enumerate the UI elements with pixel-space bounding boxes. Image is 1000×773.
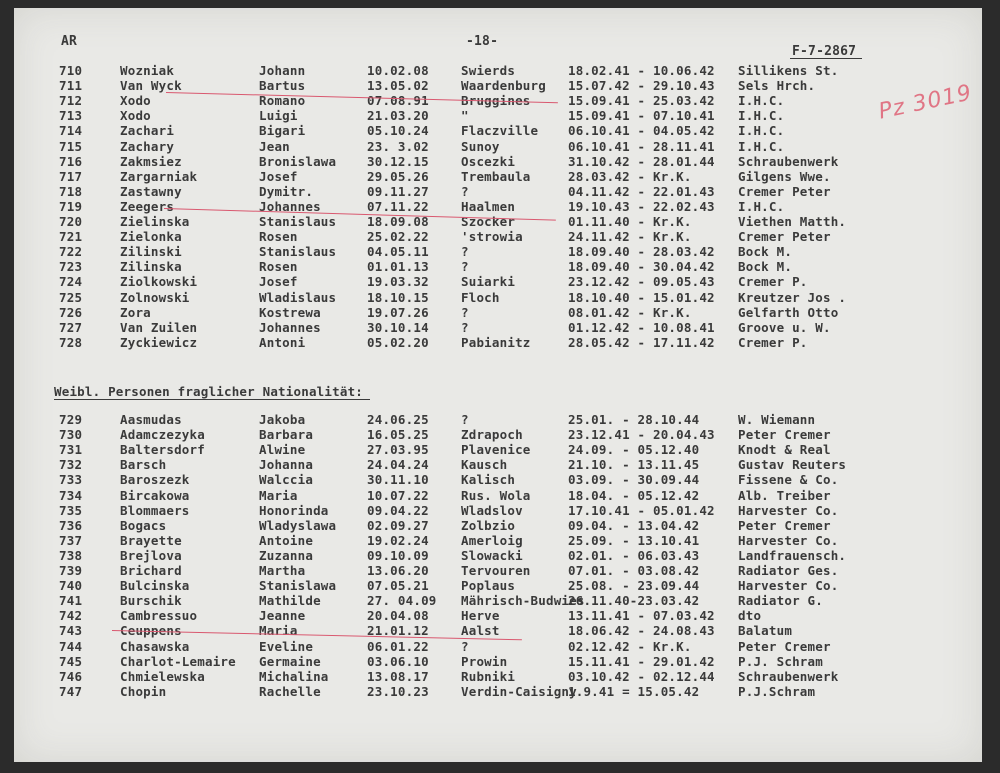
birth-place: ? [461, 259, 469, 275]
first-name: Martha [259, 563, 306, 578]
employment-period: 24.11.42 - Kr.K. [568, 229, 692, 245]
birth-date: 16.05.25 [367, 427, 429, 443]
employer: Knodt & Real [738, 442, 831, 458]
birth-date: 30.12.15 [367, 153, 429, 169]
birth-place: Kausch [461, 457, 508, 473]
employment-period: 03.09. - 30.09.44 [568, 472, 700, 488]
row-number: 741 [59, 593, 83, 609]
row-number: 737 [59, 532, 83, 548]
surname: Ziolkowski [120, 274, 198, 290]
employment-period: 09.04. - 13.04.42 [568, 517, 700, 533]
birth-place: Plavenice [461, 442, 531, 458]
employment-period: 25.01. - 28.10.44 [568, 412, 700, 427]
row-number: 731 [59, 442, 83, 458]
document-page [14, 8, 982, 762]
employer: Harvester Co. [738, 578, 839, 594]
surname: Zeegers [120, 198, 175, 214]
first-name: Zuzanna [259, 547, 314, 563]
surname: Xodo [120, 108, 151, 124]
first-name: Honorinda [259, 502, 329, 518]
header-left: AR [61, 34, 78, 49]
surname: Xodo [120, 93, 151, 109]
birth-date: 05.10.24 [367, 123, 429, 139]
first-name: Rosen [259, 259, 298, 275]
employment-period: 18.04. - 05.12.42 [568, 487, 700, 503]
birth-date: 18.09.08 [367, 214, 429, 229]
row-number: 715 [59, 138, 83, 154]
row-number: 736 [59, 517, 83, 533]
employment-period: 08.01.42 - Kr.K. [568, 304, 692, 320]
employment-period: 28.03.42 - Kr.K. [568, 168, 692, 184]
birth-date: 10.02.08 [367, 63, 429, 78]
surname: Bogacs [120, 517, 167, 533]
birth-place: ? [461, 304, 469, 320]
employment-period: 06.10.41 - 04.05.42 [568, 123, 715, 139]
birth-place: Rubniki [461, 668, 516, 684]
employer: Peter Cremer [738, 427, 831, 443]
birth-place: Floch [461, 289, 500, 305]
employer: Radiator Ges. [738, 563, 839, 578]
first-name: Alwine [259, 442, 306, 458]
section-title: Weibl. Personen fraglicher Nationalität: [54, 384, 364, 399]
employer: Cremer Peter [738, 229, 831, 245]
surname: Zielinska [120, 214, 190, 229]
row-number: 739 [59, 563, 83, 578]
row-number: 747 [59, 683, 83, 699]
surname: Chasawska [120, 638, 190, 654]
row-number: 740 [59, 578, 83, 594]
birth-date: 29.05.26 [367, 168, 429, 184]
surname: Zolnowski [120, 289, 190, 305]
row-number: 744 [59, 638, 83, 654]
employer: Landfrauensch. [738, 547, 847, 563]
first-name: Walccia [259, 472, 314, 488]
birth-date: 07.05.21 [367, 578, 429, 594]
employer: I.H.C. [738, 138, 785, 154]
row-number: 728 [59, 334, 83, 350]
surname: Aasmudas [120, 412, 182, 427]
employer: Viethen Matth. [738, 214, 847, 229]
row-number: 721 [59, 229, 83, 245]
employment-period: 24.09. - 05.12.40 [568, 442, 700, 458]
employer: Balatum [738, 623, 793, 639]
birth-date: 02.09.27 [367, 517, 429, 533]
first-name: Jeanne [259, 608, 306, 624]
first-name: Josef [259, 274, 298, 290]
surname: Adamczezyka [120, 427, 205, 443]
first-name: Johannes [259, 198, 321, 214]
employment-period: 31.10.42 - 28.01.44 [568, 153, 715, 169]
birth-date: 21.01.12 [367, 623, 429, 639]
surname: Chmielewska [120, 668, 205, 684]
birth-date: 30.11.10 [367, 472, 429, 488]
employer: Bock M. [738, 259, 793, 275]
surname: Brichard [120, 563, 182, 578]
first-name: Bigari [259, 123, 306, 139]
row-number: 720 [59, 214, 83, 229]
birth-place: Suiarki [461, 274, 516, 290]
first-name: Michalina [259, 668, 329, 684]
row-number: 713 [59, 108, 83, 124]
employment-period: 15.07.42 - 29.10.43 [568, 78, 715, 94]
birth-date: 04.05.11 [367, 244, 429, 260]
surname: Charlot-Lemaire [120, 653, 236, 669]
row-number: 724 [59, 274, 83, 290]
birth-date: 06.01.22 [367, 638, 429, 654]
surname: Van Zuilen [120, 319, 198, 335]
surname: Zora [120, 304, 151, 320]
birth-date: 19.02.24 [367, 532, 429, 548]
row-number: 718 [59, 183, 83, 199]
employer: Harvester Co. [738, 532, 839, 548]
surname: Zielonka [120, 229, 182, 245]
employment-period: 23.12.41 - 20.04.43 [568, 427, 715, 443]
row-number: 745 [59, 653, 83, 669]
surname: Zargarniak [120, 168, 198, 184]
row-number: 712 [59, 93, 83, 109]
birth-place: Poplaus [461, 578, 516, 594]
employer: Sillikens St. [738, 63, 839, 78]
birth-place: Bruggines [461, 93, 531, 109]
row-number: 743 [59, 623, 83, 639]
header-page-number: -18- [466, 34, 499, 49]
employer: W. Wiemann [738, 412, 816, 427]
first-name: Maria [259, 623, 298, 639]
surname: Brejlova [120, 547, 182, 563]
birth-place: ? [461, 412, 469, 427]
employment-period: 18.02.41 - 10.06.42 [568, 63, 715, 78]
birth-place: Rus. Wola [461, 487, 531, 503]
row-number: 732 [59, 457, 83, 473]
first-name: Kostrewa [259, 304, 321, 320]
first-name: Josef [259, 168, 298, 184]
surname: Wozniak [120, 63, 175, 78]
first-name: Antoine [259, 532, 314, 548]
birth-place: Waardenburg [461, 78, 546, 94]
first-name: Antoni [259, 334, 306, 350]
employer: Alb. Treiber [738, 487, 831, 503]
first-name: Romano [259, 93, 306, 109]
birth-date: 27. 04.09 [367, 593, 437, 609]
first-name: Rachelle [259, 683, 321, 699]
birth-date: 09.10.09 [367, 547, 429, 563]
employment-period: 15.09.41 - 07.10.41 [568, 108, 715, 124]
row-number: 729 [59, 412, 83, 427]
birth-place: Aalst [461, 623, 500, 639]
birth-place: Zdrapoch [461, 427, 523, 443]
first-name: Dymitr. [259, 183, 314, 199]
birth-date: 21.03.20 [367, 108, 429, 124]
employer: Kreutzer Jos . [738, 289, 847, 305]
surname: Barsch [120, 457, 167, 473]
first-name: Wladislaus [259, 289, 337, 305]
first-name: Wladyslawa [259, 517, 337, 533]
employer: Groove u. W. [738, 319, 831, 335]
surname: Zilinski [120, 244, 182, 260]
first-name: Jean [259, 138, 290, 154]
surname: Zachary [120, 138, 175, 154]
birth-place: Swierds [461, 63, 516, 78]
employment-period: 01.11.40 - Kr.K. [568, 214, 692, 229]
employment-period: 06.10.41 - 28.11.41 [568, 138, 715, 154]
employer: I.H.C. [738, 108, 785, 124]
employment-period: 15.09.41 - 25.03.42 [568, 93, 715, 109]
row-number: 719 [59, 198, 83, 214]
birth-place: Szocker [461, 214, 516, 229]
first-name: Johann [259, 63, 306, 78]
employment-period: 1.9.41 = 15.05.42 [568, 683, 700, 699]
employment-period: 25.09. - 13.10.41 [568, 532, 700, 548]
employment-period: 03.10.42 - 02.12.44 [568, 668, 715, 684]
birth-place: Haalmen [461, 198, 516, 214]
employer: dto [738, 608, 762, 624]
birth-date: 19.07.26 [367, 304, 429, 320]
row-number: 723 [59, 259, 83, 275]
birth-place: ? [461, 244, 469, 260]
row-number: 722 [59, 244, 83, 260]
section-title-underline [54, 399, 370, 400]
surname: Zilinska [120, 259, 182, 275]
first-name: Maria [259, 487, 298, 503]
employer: Radiator G. [738, 593, 823, 609]
surname: Bircakowa [120, 487, 190, 503]
birth-place: " [461, 108, 469, 124]
surname: Baltersdorf [120, 442, 205, 458]
employment-period: 18.09.40 - 30.04.42 [568, 259, 715, 275]
birth-date: 13.08.17 [367, 668, 429, 684]
row-number: 738 [59, 547, 83, 563]
birth-place: Tervouren [461, 563, 531, 578]
employment-period: 02.01. - 06.03.43 [568, 547, 700, 563]
employer: I.H.C. [738, 198, 785, 214]
employment-period: 26.11.40-23.03.42 [568, 593, 700, 609]
first-name: Stanislaus [259, 244, 337, 260]
employment-period: 15.11.41 - 29.01.42 [568, 653, 715, 669]
birth-date: 01.01.13 [367, 259, 429, 275]
row-number: 726 [59, 304, 83, 320]
birth-date: 27.03.95 [367, 442, 429, 458]
employment-period: 19.10.43 - 22.02.43 [568, 198, 715, 214]
row-number: 716 [59, 153, 83, 169]
employment-period: 02.12.42 - Kr.K. [568, 638, 692, 654]
surname: Van Wyck [120, 78, 182, 94]
birth-place: Flaczville [461, 123, 539, 139]
birth-date: 20.04.08 [367, 608, 429, 624]
birth-place: Zolbzio [461, 517, 516, 533]
row-number: 734 [59, 487, 83, 503]
employer: Cremer P. [738, 274, 808, 290]
birth-date: 25.02.22 [367, 229, 429, 245]
row-number: 735 [59, 502, 83, 518]
birth-date: 24.04.24 [367, 457, 429, 473]
employer: Sels Hrch. [738, 78, 816, 94]
birth-date: 23.10.23 [367, 683, 429, 699]
birth-date: 07.08.91 [367, 93, 429, 109]
employment-period: 13.11.41 - 07.03.42 [568, 608, 715, 624]
row-number: 711 [59, 78, 83, 94]
birth-place: Verdin-Caisigny [461, 683, 577, 699]
employer: P.J.Schram [738, 683, 816, 699]
birth-place: Wladslov [461, 502, 523, 518]
employer: Schraubenwerk [738, 668, 839, 684]
row-number: 725 [59, 289, 83, 305]
birth-place: Sunoy [461, 138, 500, 154]
employer: I.H.C. [738, 93, 785, 109]
birth-date: 10.07.22 [367, 487, 429, 503]
birth-date: 30.10.14 [367, 319, 429, 335]
birth-date: 09.04.22 [367, 502, 429, 518]
first-name: Johannes [259, 319, 321, 335]
employer: Peter Cremer [738, 638, 831, 654]
first-name: Rosen [259, 229, 298, 245]
birth-date: 05.02.20 [367, 334, 429, 350]
surname: Blommaers [120, 502, 190, 518]
birth-date: 19.03.32 [367, 274, 429, 290]
birth-place: ? [461, 319, 469, 335]
surname: Chopin [120, 683, 167, 699]
row-number: 727 [59, 319, 83, 335]
header-reference-underline [790, 58, 862, 59]
first-name: Bronislawa [259, 153, 337, 169]
birth-date: 09.11.27 [367, 183, 429, 199]
birth-place: Oscezki [461, 153, 516, 169]
birth-place: Mährisch-Budwies [461, 593, 585, 609]
birth-place: Prowin [461, 653, 508, 669]
birth-place: Trembaula [461, 168, 531, 184]
birth-date: 23. 3.02 [367, 138, 429, 154]
first-name: Eveline [259, 638, 314, 654]
birth-place: ? [461, 183, 469, 199]
employment-period: 17.10.41 - 05.01.42 [568, 502, 715, 518]
employment-period: 23.12.42 - 09.05.43 [568, 274, 715, 290]
birth-place: 'strowia [461, 229, 523, 245]
first-name: Germaine [259, 653, 321, 669]
surname: Burschik [120, 593, 182, 609]
row-number: 742 [59, 608, 83, 624]
surname: Brayette [120, 532, 182, 548]
employment-period: 28.05.42 - 17.11.42 [568, 334, 715, 350]
birth-date: 13.05.02 [367, 78, 429, 94]
surname: Zakmsiez [120, 153, 182, 169]
birth-date: 03.06.10 [367, 653, 429, 669]
header-file-reference: F-7-2867 [792, 44, 857, 59]
birth-date: 07.11.22 [367, 198, 429, 214]
employer: Cremer P. [738, 334, 808, 350]
employment-period: 01.12.42 - 10.08.41 [568, 319, 715, 335]
employment-period: 21.10. - 13.11.45 [568, 457, 700, 473]
row-number: 710 [59, 63, 83, 78]
first-name: Stanislawa [259, 578, 337, 594]
surname: Zyckiewicz [120, 334, 198, 350]
employer: Cremer Peter [738, 183, 831, 199]
employment-period: 25.08. - 23.09.44 [568, 578, 700, 594]
birth-place: Amerloig [461, 532, 523, 548]
first-name: Barbara [259, 427, 314, 443]
surname: Zastawny [120, 183, 182, 199]
employer: I.H.C. [738, 123, 785, 139]
first-name: Johanna [259, 457, 314, 473]
surname: Zachari [120, 123, 175, 139]
handwritten-stamp: Pz 3019 [876, 80, 975, 125]
surname: Cambressuo [120, 608, 198, 624]
surname: Ceuppens [120, 623, 182, 639]
employment-period: 18.06.42 - 24.08.43 [568, 623, 715, 639]
birth-place: Kalisch [461, 472, 516, 488]
first-name: Bartus [259, 78, 306, 94]
employment-period: 07.01. - 03.08.42 [568, 563, 700, 578]
employer: Gelfarth Otto [738, 304, 839, 320]
birth-date: 13.06.20 [367, 563, 429, 578]
employer: P.J. Schram [738, 653, 823, 669]
row-number: 730 [59, 427, 83, 443]
first-name: Luigi [259, 108, 298, 124]
row-number: 717 [59, 168, 83, 184]
employer: Bock M. [738, 244, 793, 260]
employer: Harvester Co. [738, 502, 839, 518]
birth-date: 18.10.15 [367, 289, 429, 305]
employer: Gilgens Wwe. [738, 168, 831, 184]
employer: Gustav Reuters [738, 457, 847, 473]
employment-period: 04.11.42 - 22.01.43 [568, 183, 715, 199]
surname: Bulcinska [120, 578, 190, 594]
employer: Fissene & Co. [738, 472, 839, 488]
employment-period: 18.09.40 - 28.03.42 [568, 244, 715, 260]
first-name: Stanislaus [259, 214, 337, 229]
employer: Schraubenwerk [738, 153, 839, 169]
birth-place: Herve [461, 608, 500, 624]
employer: Peter Cremer [738, 517, 831, 533]
first-name: Jakoba [259, 412, 306, 427]
row-number: 746 [59, 668, 83, 684]
birth-place: ? [461, 638, 469, 654]
row-number: 733 [59, 472, 83, 488]
birth-place: Pabianitz [461, 334, 531, 350]
first-name: Mathilde [259, 593, 321, 609]
birth-place: Slowacki [461, 547, 523, 563]
surname: Baroszezk [120, 472, 190, 488]
employment-period: 18.10.40 - 15.01.42 [568, 289, 715, 305]
birth-date: 24.06.25 [367, 412, 429, 427]
row-number: 714 [59, 123, 83, 139]
